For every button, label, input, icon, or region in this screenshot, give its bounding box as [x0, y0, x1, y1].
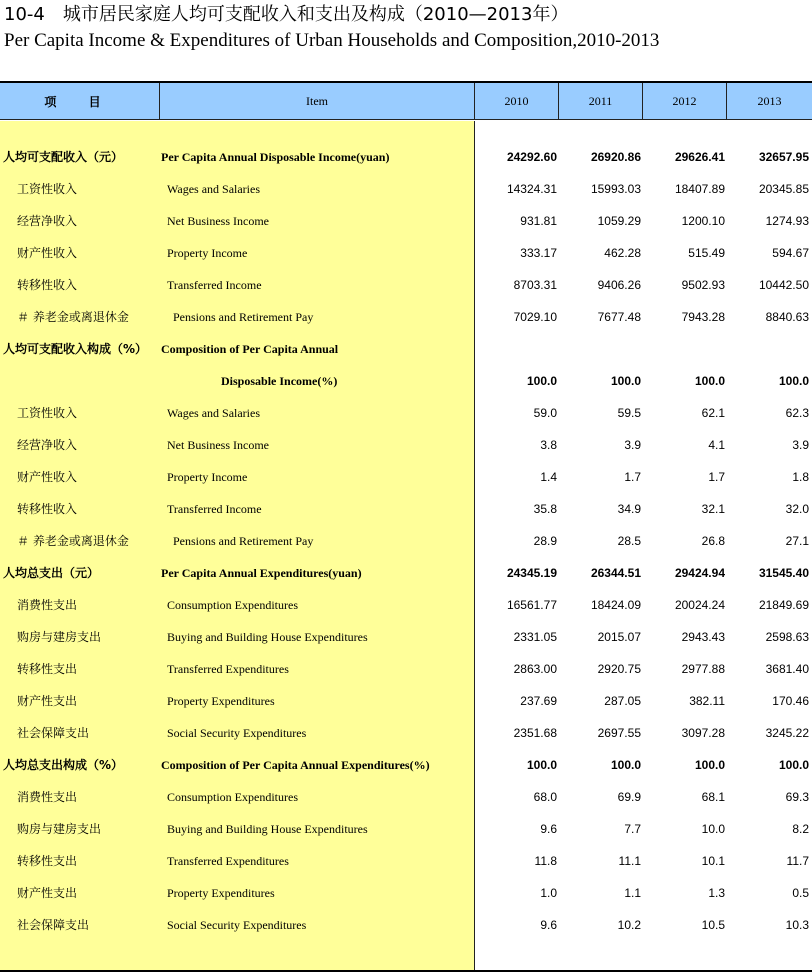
cell-value-2013: 1274.93 [765, 214, 809, 228]
row-label-cn: 经营净收入 [17, 438, 78, 452]
row-label-en: Disposable Income(%) [221, 374, 338, 388]
cell-value-2010: 3.8 [540, 438, 557, 452]
table-row [0, 621, 812, 653]
cell-value-2010: 7029.10 [513, 310, 557, 324]
table-row [0, 397, 812, 429]
header-year-2012: 2012 [643, 83, 727, 120]
cell-value-2013: 20345.85 [758, 182, 809, 196]
cell-value-2013: 594.67 [772, 246, 809, 260]
table-title-chinese: 10-4 城市居民家庭人均可支配收入和支出及构成（2010—2013年） [4, 4, 569, 25]
row-label-cn: 工资性收入 [17, 182, 78, 196]
cell-value-2011: 26344.51 [590, 566, 641, 580]
cell-value-2012: 100.0 [694, 374, 725, 388]
statistics-table [0, 81, 812, 973]
header-year-2011: 2011 [559, 83, 643, 120]
cell-value-2011: 462.28 [604, 246, 641, 260]
table-body [0, 141, 812, 941]
table-row [0, 269, 812, 301]
cell-value-2011: 2015.07 [597, 630, 641, 644]
table-bottom-rule [0, 970, 812, 972]
cell-value-2011: 10.2 [617, 918, 641, 932]
row-label-en: Property Expenditures [167, 886, 275, 900]
table-header [0, 83, 812, 121]
cell-value-2010: 1.4 [540, 470, 557, 484]
table-row [0, 333, 812, 365]
cell-value-2010: 28.9 [533, 534, 557, 548]
row-label-cn: ＃ 养老金或离退休金 [17, 534, 129, 548]
table-row [0, 557, 812, 589]
cell-value-2012: 4.1 [708, 438, 725, 452]
cell-value-2012: 3097.28 [681, 726, 725, 740]
cell-value-2013: 100.0 [778, 758, 809, 772]
row-label-en: Pensions and Retirement Pay [173, 310, 314, 324]
cell-value-2012: 1.3 [708, 886, 725, 900]
row-label-cn: 工资性收入 [17, 406, 78, 420]
table-row [0, 685, 812, 717]
row-label-en: Per Capita Annual Disposable Income(yuan) [161, 150, 390, 164]
table-row [0, 461, 812, 493]
cell-value-2010: 100.0 [526, 374, 557, 388]
cell-value-2013: 100.0 [778, 374, 809, 388]
cell-value-2012: 515.49 [688, 246, 725, 260]
row-label-en: Consumption Expenditures [167, 598, 298, 612]
cell-value-2013: 8.2 [792, 822, 809, 836]
table-row [0, 653, 812, 685]
cell-value-2012: 62.1 [701, 406, 725, 420]
table-row [0, 141, 812, 173]
row-label-en: Per Capita Annual Expenditures(yuan) [161, 566, 362, 580]
table-row [0, 781, 812, 813]
cell-value-2010: 2351.68 [513, 726, 557, 740]
cell-value-2010: 9.6 [540, 822, 557, 836]
row-label-en: Property Income [167, 470, 248, 484]
row-label-en: Composition of Per Capita Annual [161, 342, 339, 356]
row-label-cn: 财产性收入 [17, 470, 78, 484]
cell-value-2012: 1.7 [708, 470, 725, 484]
cell-value-2010: 68.0 [533, 790, 557, 804]
row-label-cn: 消费性支出 [17, 598, 78, 612]
row-label-cn: 人均总支出构成（%） [3, 758, 124, 772]
row-label-en: Consumption Expenditures [167, 790, 298, 804]
table-title-english: Per Capita Income & Expenditures of Urban Households and Composition,2010-2013 [4, 30, 660, 51]
row-label-cn: 人均可支配收入构成（%） [3, 342, 148, 356]
cell-value-2011: 100.0 [610, 374, 641, 388]
cell-value-2010: 1.0 [540, 886, 557, 900]
cell-value-2012: 29626.41 [674, 150, 725, 164]
cell-value-2013: 3681.40 [765, 662, 809, 676]
cell-value-2011: 11.1 [618, 854, 641, 868]
row-label-cn: 经营净收入 [17, 214, 78, 228]
cell-value-2013: 27.1 [785, 534, 809, 548]
cell-value-2012: 10.5 [701, 918, 725, 932]
row-label-en: Wages and Salaries [167, 182, 260, 196]
cell-value-2010: 333.17 [520, 246, 557, 260]
cell-value-2012: 1200.10 [681, 214, 725, 228]
table-row [0, 813, 812, 845]
cell-value-2010: 16561.77 [506, 598, 557, 612]
row-label-cn: 人均总支出（元） [3, 566, 100, 580]
row-label-en: Buying and Building House Expenditures [167, 822, 368, 836]
cell-value-2010: 8703.31 [513, 278, 557, 292]
cell-value-2013: 32657.95 [758, 150, 809, 164]
table-row [0, 429, 812, 461]
table-row [0, 717, 812, 749]
cell-value-2013: 21849.69 [758, 598, 809, 612]
cell-value-2011: 3.9 [624, 438, 641, 452]
cell-value-2013: 32.0 [785, 502, 809, 516]
cell-value-2013: 11.7 [786, 854, 809, 868]
table-row [0, 845, 812, 877]
row-label-en: Net Business Income [167, 438, 269, 452]
cell-value-2013: 3245.22 [765, 726, 809, 740]
cell-value-2012: 26.8 [701, 534, 725, 548]
cell-value-2013: 170.46 [772, 694, 809, 708]
row-label-cn: 转移性收入 [17, 502, 78, 516]
cell-value-2011: 18424.09 [590, 598, 641, 612]
row-label-en: Social Security Expenditures [167, 726, 307, 740]
cell-value-2010: 59.0 [533, 406, 557, 420]
cell-value-2012: 100.0 [694, 758, 725, 772]
row-label-en: Social Security Expenditures [167, 918, 307, 932]
row-label-en: Transferred Income [167, 278, 262, 292]
cell-value-2011: 28.5 [617, 534, 641, 548]
cell-value-2010: 100.0 [526, 758, 557, 772]
row-label-cn: 社会保障支出 [17, 726, 90, 740]
table-row [0, 589, 812, 621]
cell-value-2010: 2331.05 [513, 630, 557, 644]
cell-value-2012: 20024.24 [674, 598, 725, 612]
table-row [0, 365, 812, 397]
cell-value-2011: 34.9 [617, 502, 641, 516]
cell-value-2012: 7943.28 [681, 310, 725, 324]
cell-value-2010: 11.8 [534, 854, 557, 868]
cell-value-2011: 100.0 [610, 758, 641, 772]
header-item-cn: 项 目 [0, 83, 160, 120]
row-label-en: Transferred Income [167, 502, 262, 516]
cell-value-2012: 29424.94 [674, 566, 725, 580]
cell-value-2012: 68.1 [701, 790, 725, 804]
cell-value-2013: 31545.40 [758, 566, 809, 580]
cell-value-2010: 14324.31 [506, 182, 557, 196]
row-label-cn: 财产性支出 [17, 694, 78, 708]
row-label-cn: 转移性收入 [17, 278, 78, 292]
cell-value-2011: 287.05 [604, 694, 641, 708]
row-label-en: Net Business Income [167, 214, 269, 228]
cell-value-2010: 931.81 [520, 214, 557, 228]
cell-value-2012: 382.11 [689, 694, 725, 708]
cell-value-2012: 10.0 [701, 822, 725, 836]
cell-value-2012: 32.1 [701, 502, 725, 516]
table-row [0, 877, 812, 909]
table-row [0, 237, 812, 269]
row-label-en: Pensions and Retirement Pay [173, 534, 314, 548]
cell-value-2011: 15993.03 [590, 182, 641, 196]
table-row [0, 525, 812, 557]
row-label-cn: 购房与建房支出 [17, 822, 102, 836]
header-year-2010: 2010 [475, 83, 559, 120]
cell-value-2012: 18407.89 [674, 182, 725, 196]
cell-value-2013: 62.3 [785, 406, 809, 420]
row-label-cn: 购房与建房支出 [17, 630, 102, 644]
row-label-cn: 财产性收入 [17, 246, 78, 260]
row-label-cn: 转移性支出 [17, 662, 78, 676]
cell-value-2013: 0.5 [792, 886, 809, 900]
header-year-2013: 2013 [727, 83, 812, 120]
cell-value-2010: 9.6 [540, 918, 557, 932]
row-label-cn: 消费性支出 [17, 790, 78, 804]
cell-value-2011: 1.1 [624, 886, 641, 900]
table-row [0, 301, 812, 333]
cell-value-2011: 1.7 [624, 470, 641, 484]
cell-value-2011: 2697.55 [597, 726, 641, 740]
table-row [0, 909, 812, 941]
table-row [0, 493, 812, 525]
cell-value-2011: 7.7 [624, 822, 641, 836]
cell-value-2013: 10442.50 [758, 278, 809, 292]
cell-value-2010: 237.69 [520, 694, 557, 708]
row-label-en: Composition of Per Capita Annual Expenditures(%) [161, 758, 430, 772]
table-row [0, 749, 812, 781]
cell-value-2013: 1.8 [792, 470, 809, 484]
cell-value-2011: 26920.86 [590, 150, 641, 164]
row-label-en: Property Income [167, 246, 248, 260]
row-label-cn: 人均可支配收入（元） [3, 150, 124, 164]
row-label-en: Transferred Expenditures [167, 854, 289, 868]
cell-value-2010: 2863.00 [513, 662, 557, 676]
row-label-cn: 财产性支出 [17, 886, 78, 900]
cell-value-2012: 2977.88 [681, 662, 725, 676]
row-label-en: Wages and Salaries [167, 406, 260, 420]
row-label-cn: 转移性支出 [17, 854, 78, 868]
row-label-en: Transferred Expenditures [167, 662, 289, 676]
cell-value-2011: 1059.29 [597, 214, 641, 228]
cell-value-2011: 2920.75 [597, 662, 641, 676]
row-label-cn: ＃ 养老金或离退休金 [17, 310, 129, 324]
cell-value-2010: 24345.19 [506, 566, 557, 580]
cell-value-2013: 69.3 [785, 790, 809, 804]
cell-value-2012: 10.1 [701, 854, 725, 868]
row-label-cn: 社会保障支出 [17, 918, 90, 932]
header-item-en: Item [160, 83, 475, 120]
cell-value-2011: 7677.48 [597, 310, 641, 324]
cell-value-2013: 2598.63 [765, 630, 809, 644]
table-row [0, 173, 812, 205]
cell-value-2013: 10.3 [785, 918, 809, 932]
row-label-en: Buying and Building House Expenditures [167, 630, 368, 644]
cell-value-2011: 69.9 [617, 790, 641, 804]
cell-value-2011: 9406.26 [597, 278, 641, 292]
cell-value-2012: 9502.93 [681, 278, 725, 292]
row-label-en: Property Expenditures [167, 694, 275, 708]
cell-value-2013: 3.9 [792, 438, 809, 452]
cell-value-2012: 2943.43 [681, 630, 725, 644]
cell-value-2010: 35.8 [533, 502, 557, 516]
cell-value-2011: 59.5 [617, 406, 641, 420]
table-row [0, 205, 812, 237]
cell-value-2013: 8840.63 [765, 310, 809, 324]
cell-value-2010: 24292.60 [506, 150, 557, 164]
